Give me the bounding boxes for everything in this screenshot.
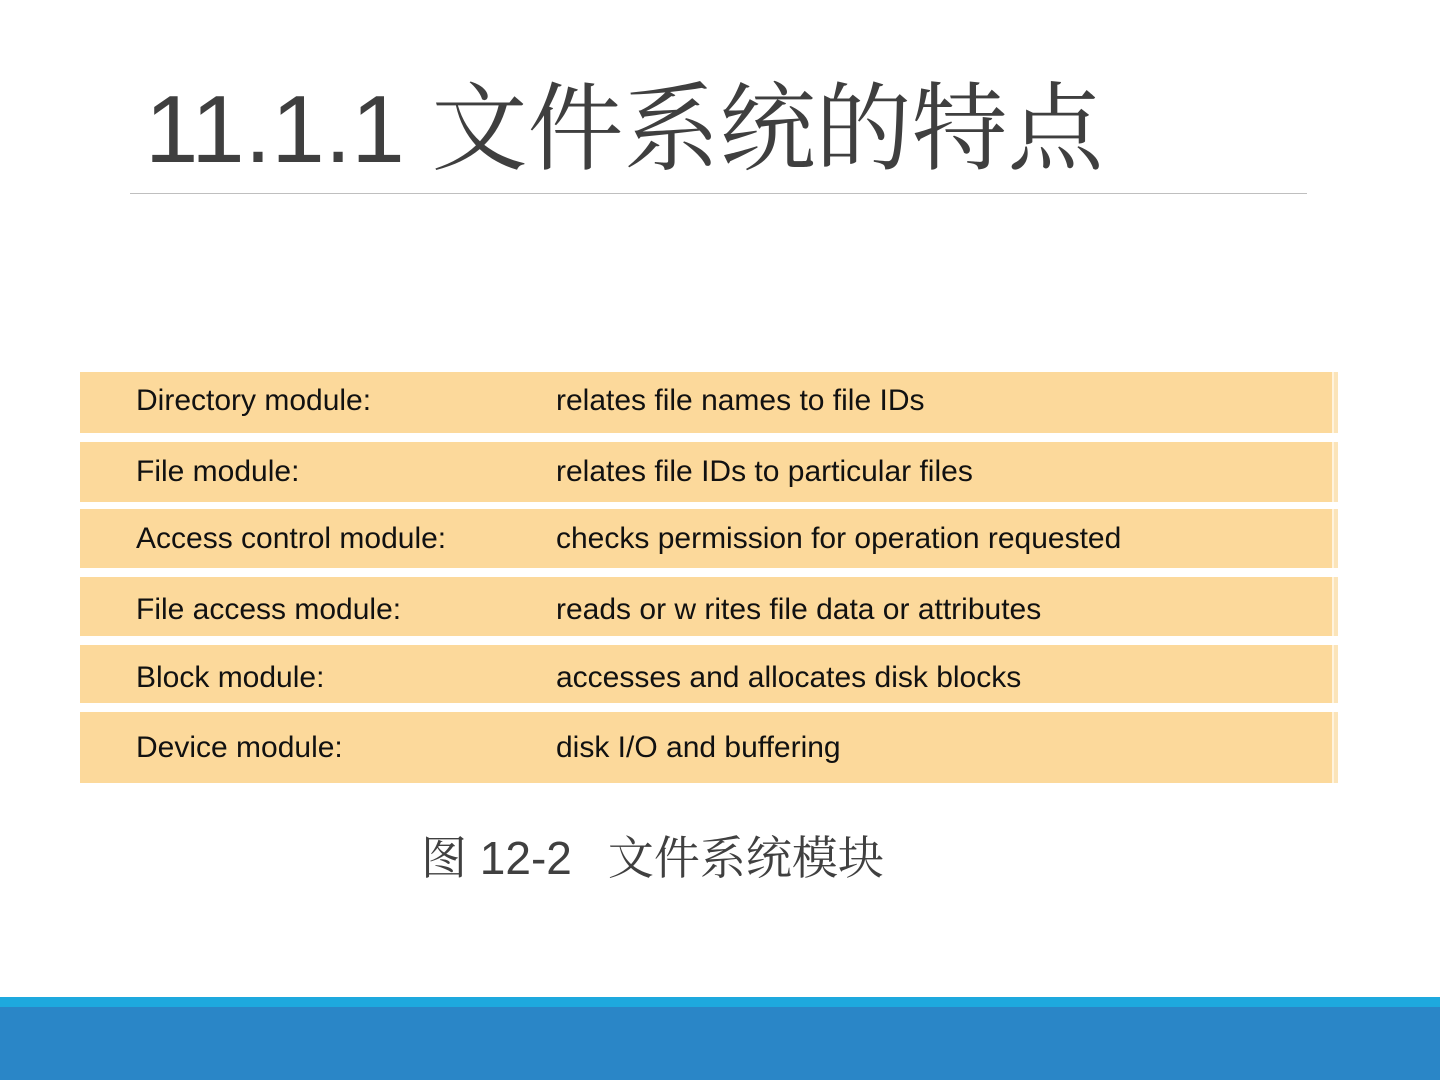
module-description: relates file names to file IDs bbox=[556, 384, 925, 417]
module-name: File access module: bbox=[136, 593, 402, 626]
module-name: Block module: bbox=[136, 661, 325, 694]
module-name: Device module: bbox=[136, 731, 343, 764]
module-name: Access control module: bbox=[136, 522, 447, 555]
module-description: accesses and allocates disk blocks bbox=[556, 661, 1022, 694]
module-description: disk I/O and buffering bbox=[556, 731, 841, 764]
figure-label: 图 12-2 bbox=[421, 832, 572, 884]
module-row bbox=[80, 712, 1338, 783]
slide-title: 11.1.1 文件系统的特点 bbox=[145, 76, 1104, 183]
module-description: relates file IDs to particular files bbox=[556, 455, 973, 488]
module-name: File module: bbox=[136, 455, 300, 488]
module-row bbox=[80, 645, 1338, 703]
module-row bbox=[80, 509, 1338, 568]
module-description: checks permission for operation requested bbox=[556, 522, 1122, 555]
module-description: reads or w rites file data or attributes bbox=[556, 593, 1042, 626]
module-row bbox=[80, 372, 1338, 433]
title-divider bbox=[130, 193, 1307, 194]
module-row bbox=[80, 442, 1338, 502]
figure-text: 文件系统模块 bbox=[607, 832, 884, 884]
module-name: Directory module: bbox=[136, 384, 372, 417]
footer-band bbox=[0, 1007, 1440, 1080]
module-row bbox=[80, 577, 1338, 636]
footer-accent-strip bbox=[0, 997, 1440, 1007]
figure-caption bbox=[421, 830, 884, 886]
